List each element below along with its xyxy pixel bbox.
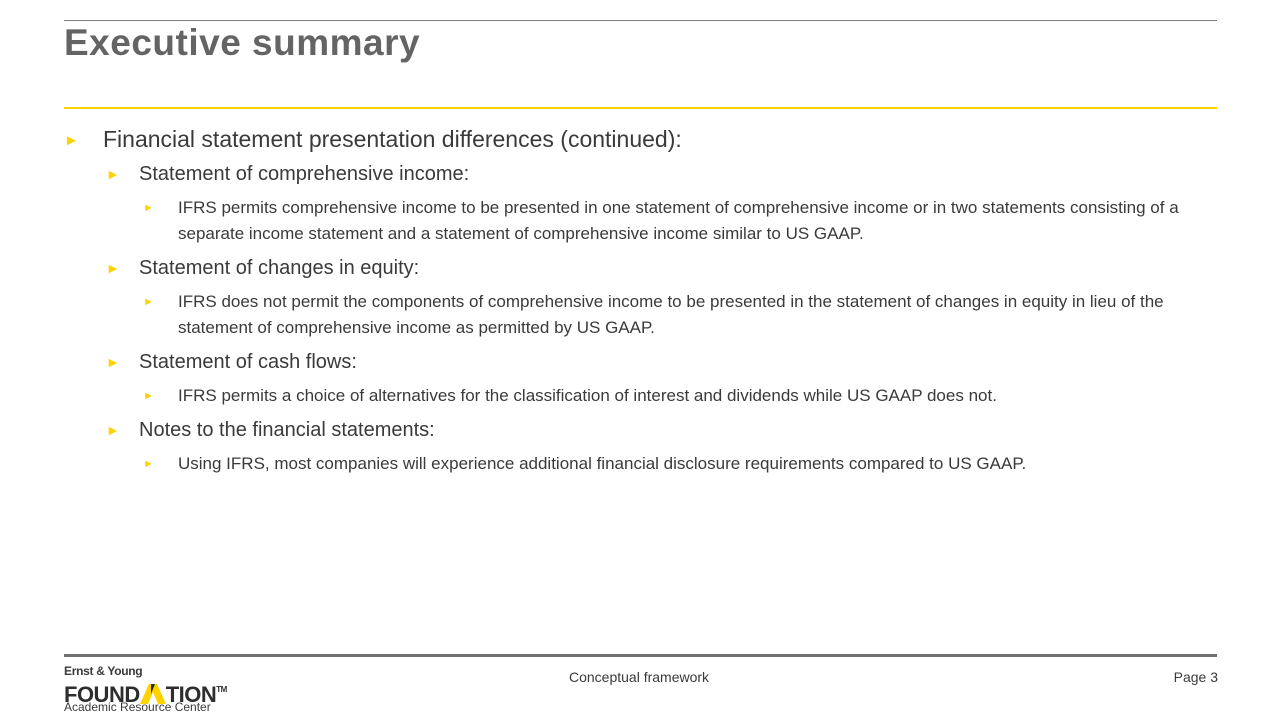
bullet-cash-flows-detail [64,383,1224,409]
logo-subtitle: Academic Resource Center [64,700,211,714]
page-number: Page 3 [1173,669,1218,685]
bullet-arrow-icon: ► [143,390,154,402]
bullet-arrow-icon: ► [106,260,120,276]
logo-foundation-pre: FOUND [64,682,140,707]
bullet-level1 [64,124,1224,155]
page-title: Executive summary [64,22,421,63]
bullet-comprehensive-income [64,161,1224,187]
bullet-cash-flows [64,349,1224,375]
bullet-text: Using IFRS, most companies will experience additional financial disclosure requirements compared to US GAAP. [178,454,1027,473]
logo-foundation-post: TION [165,682,217,707]
ey-foundation-logo [64,664,244,714]
bullet-text: Financial statement presentation differences (continued): [103,126,682,152]
bullet-changes-in-equity-detail [64,289,1224,341]
bullet-comprehensive-income-detail [64,195,1224,247]
title-underline [64,107,1217,109]
bullet-text: Statement of comprehensive income: [139,163,470,185]
bullet-text: Statement of changes in equity: [139,257,420,279]
bullet-text: IFRS permits comprehensive income to be presented in one statement of comprehensive income or in two statements consisting of a separate income statement and a statement of comprehensive income similar to US GAAP. [178,198,1179,243]
bullet-text: IFRS does not permit the components of comprehensive income to be presented in the statement of changes in equity in lieu of the statement of comprehensive income as permitted by US GAAP. [178,292,1164,337]
footer-section-title: Conceptual framework [569,669,710,685]
bullet-notes-detail [64,451,1224,477]
bullet-notes [64,417,1224,443]
bullet-arrow-icon: ► [106,166,120,182]
bullet-arrow-icon: ► [143,202,154,214]
footer-divider [64,654,1217,657]
bullet-text: Notes to the financial statements: [139,419,435,441]
bullet-changes-in-equity [64,255,1224,281]
bullet-arrow-icon: ► [143,296,154,308]
logo-trademark: TM [216,685,227,694]
bullet-arrow-icon: ► [106,422,120,438]
bullet-arrow-icon: ► [106,354,120,370]
bullet-list [64,124,1224,485]
bullet-text: Statement of cash flows: [139,351,357,373]
top-divider [64,20,1217,21]
bullet-text: IFRS permits a choice of alternatives for the classification of interest and dividends while US GAAP does not. [178,386,997,405]
logo-ey-text: Ernst & Young [64,664,143,678]
bullet-arrow-icon: ► [143,458,154,470]
bullet-arrow-icon: ► [64,132,79,149]
